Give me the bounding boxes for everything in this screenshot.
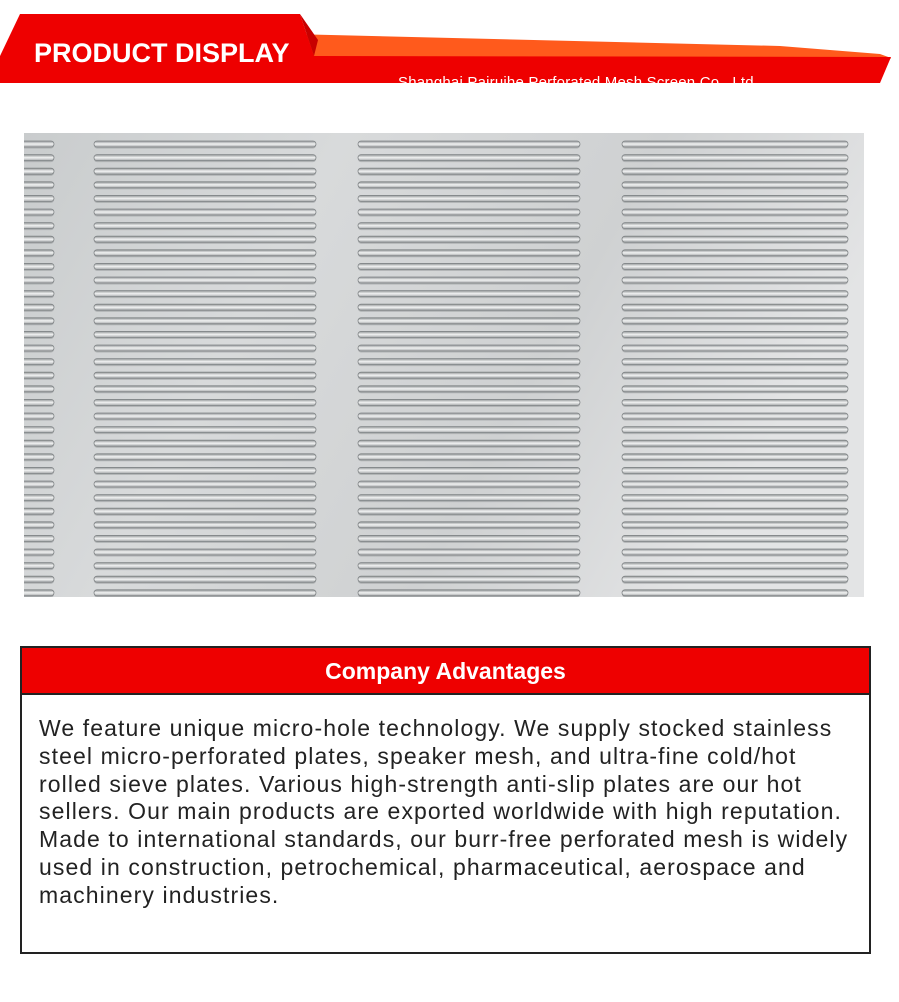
slot xyxy=(24,318,54,324)
slot xyxy=(24,345,54,351)
slot xyxy=(622,399,848,405)
slot xyxy=(94,195,316,201)
slot xyxy=(622,236,848,242)
slot xyxy=(622,250,848,256)
slot xyxy=(622,372,848,378)
slot xyxy=(94,590,316,596)
slot xyxy=(622,427,848,433)
slot xyxy=(358,576,580,582)
slot xyxy=(622,331,848,337)
slot xyxy=(24,168,54,174)
slot xyxy=(94,440,316,446)
slot xyxy=(94,563,316,569)
slot xyxy=(24,535,54,541)
slot xyxy=(94,549,316,555)
slot xyxy=(358,440,580,446)
slot xyxy=(622,318,848,324)
slot xyxy=(24,263,54,269)
slot xyxy=(622,440,848,446)
slot xyxy=(622,223,848,229)
slot xyxy=(622,345,848,351)
slot xyxy=(94,467,316,473)
slot xyxy=(24,331,54,337)
slot xyxy=(94,386,316,392)
slot xyxy=(94,576,316,582)
slot xyxy=(94,291,316,297)
slot xyxy=(358,236,580,242)
slot xyxy=(24,481,54,487)
slot xyxy=(358,155,580,161)
slot xyxy=(94,331,316,337)
slot xyxy=(358,522,580,528)
slot xyxy=(24,209,54,215)
slot xyxy=(358,223,580,229)
slot xyxy=(358,467,580,473)
company-advantages-header xyxy=(22,648,869,695)
slot xyxy=(24,549,54,555)
slot xyxy=(94,250,316,256)
slot xyxy=(358,495,580,501)
company-name: Shanghai Pairuihe Perforated Mesh Screen Co., Ltd. xyxy=(398,74,759,91)
slot xyxy=(94,522,316,528)
slot xyxy=(94,277,316,283)
slot xyxy=(94,182,316,188)
slot xyxy=(622,168,848,174)
slot xyxy=(24,454,54,460)
slot xyxy=(24,141,54,147)
slot xyxy=(358,345,580,351)
slot xyxy=(622,495,848,501)
slot xyxy=(94,399,316,405)
slot xyxy=(622,590,848,596)
slot xyxy=(358,508,580,514)
slot xyxy=(24,563,54,569)
slot xyxy=(24,508,54,514)
slot xyxy=(358,304,580,310)
slot xyxy=(24,590,54,596)
slot xyxy=(358,359,580,365)
slot xyxy=(94,223,316,229)
perforated-slot-plate-photo xyxy=(24,133,864,597)
slot xyxy=(94,155,316,161)
slot xyxy=(622,304,848,310)
slot xyxy=(24,277,54,283)
slot xyxy=(24,522,54,528)
slot xyxy=(358,481,580,487)
company-advantages-panel xyxy=(20,646,871,954)
page-title: PRODUCT DISPLAY xyxy=(34,38,290,68)
slot xyxy=(358,141,580,147)
slot xyxy=(358,291,580,297)
slot xyxy=(24,576,54,582)
slot xyxy=(94,372,316,378)
slot xyxy=(94,535,316,541)
header-banner xyxy=(0,14,899,91)
slot xyxy=(358,263,580,269)
slot xyxy=(622,481,848,487)
slot xyxy=(94,209,316,215)
slot xyxy=(358,590,580,596)
slot xyxy=(24,399,54,405)
slot xyxy=(622,563,848,569)
slot xyxy=(622,277,848,283)
slot xyxy=(622,155,848,161)
slot xyxy=(94,318,316,324)
slot xyxy=(24,291,54,297)
slot xyxy=(358,168,580,174)
slot xyxy=(358,250,580,256)
slot xyxy=(358,372,580,378)
slot xyxy=(24,440,54,446)
slot xyxy=(94,141,316,147)
slot xyxy=(24,223,54,229)
slot xyxy=(24,467,54,473)
slot xyxy=(94,413,316,419)
slot xyxy=(622,263,848,269)
slot xyxy=(358,318,580,324)
slot xyxy=(358,209,580,215)
slot xyxy=(94,454,316,460)
slot xyxy=(24,413,54,419)
slot xyxy=(24,427,54,433)
slot xyxy=(94,168,316,174)
slot xyxy=(358,454,580,460)
slot xyxy=(622,413,848,419)
slot xyxy=(358,399,580,405)
slot xyxy=(94,427,316,433)
slot xyxy=(358,413,580,419)
slot xyxy=(358,195,580,201)
slot xyxy=(94,345,316,351)
slot xyxy=(622,522,848,528)
slot xyxy=(358,563,580,569)
slot xyxy=(358,535,580,541)
slot xyxy=(622,141,848,147)
slot xyxy=(94,495,316,501)
company-advantages-title: Company Advantages xyxy=(325,658,566,684)
slot xyxy=(622,535,848,541)
slot xyxy=(622,508,848,514)
slot xyxy=(24,386,54,392)
slot xyxy=(358,277,580,283)
slot xyxy=(24,250,54,256)
slot xyxy=(358,331,580,337)
slot xyxy=(358,182,580,188)
slot xyxy=(24,195,54,201)
slot xyxy=(358,549,580,555)
slot xyxy=(94,481,316,487)
slot xyxy=(94,359,316,365)
slot xyxy=(24,359,54,365)
slot xyxy=(24,155,54,161)
slot xyxy=(94,508,316,514)
slot xyxy=(622,209,848,215)
slot xyxy=(24,236,54,242)
slot xyxy=(24,304,54,310)
slot xyxy=(622,386,848,392)
slot xyxy=(622,467,848,473)
product-image xyxy=(24,133,864,597)
slot xyxy=(94,304,316,310)
slot xyxy=(24,495,54,501)
slot xyxy=(622,182,848,188)
slot xyxy=(94,236,316,242)
slot xyxy=(94,263,316,269)
slot xyxy=(358,386,580,392)
slot xyxy=(622,195,848,201)
company-advantages-text: We feature unique micro-hole technology. We supply stocked stainless steel micro-perforated plates, speaker mesh, and ultra-fine cold/hot rolled sieve plates. Various high-strength anti-slip plates are our hot sellers. Our main products are exported worldwide with high reputation. Made to international standards, our burr-free perforated mesh is widely used in construction, petrochemical, pharmaceutical, aerospace and machinery industries. xyxy=(39,715,849,908)
slot xyxy=(622,359,848,365)
slot xyxy=(24,372,54,378)
slot xyxy=(24,182,54,188)
slot xyxy=(622,576,848,582)
slot xyxy=(622,549,848,555)
slot xyxy=(358,427,580,433)
slot xyxy=(622,454,848,460)
slot xyxy=(622,291,848,297)
